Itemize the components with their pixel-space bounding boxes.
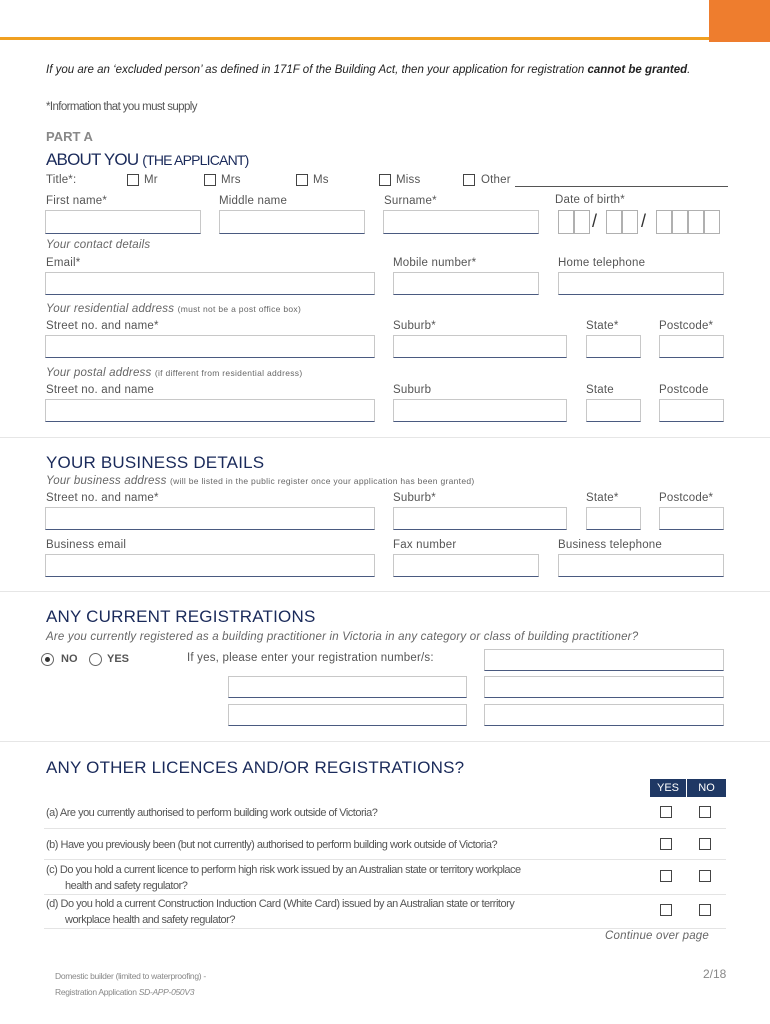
- licences-heading: ANY OTHER LICENCES AND/OR REGISTRATIONS?: [46, 758, 465, 777]
- bus-postcode-label: Postcode*: [659, 492, 714, 504]
- title-other-checkbox[interactable]: [463, 174, 475, 186]
- dob-day-2[interactable]: [574, 210, 590, 234]
- res-postcode-label: Postcode*: [659, 320, 714, 332]
- dob-year-4[interactable]: [704, 210, 720, 234]
- res-state-field[interactable]: [586, 335, 641, 358]
- notice-text: If you are an ‘excluded person’ as defined in 171F of the Building Act, then your application for registration: [46, 64, 588, 76]
- first-name-label: First name*: [46, 195, 107, 207]
- postal-suburb-label: Suburb: [393, 384, 432, 396]
- dob-year-1[interactable]: [656, 210, 672, 234]
- fax-label: Fax number: [393, 539, 457, 551]
- first-name-field[interactable]: [45, 210, 201, 234]
- dob-day-1[interactable]: [558, 210, 574, 234]
- heading-main: ABOUT YOU: [46, 150, 139, 169]
- notice-bold-text: cannot be granted: [587, 64, 688, 76]
- mobile-field[interactable]: [393, 272, 539, 295]
- reg-number-field-4[interactable]: [228, 704, 467, 726]
- postal-postcode-label: Postcode: [659, 384, 709, 396]
- bus-suburb-field[interactable]: [393, 507, 567, 530]
- postal-state-field[interactable]: [586, 399, 641, 422]
- reg-number-field-5[interactable]: [484, 704, 724, 726]
- res-street-label: Street no. and name*: [46, 320, 159, 332]
- yes-column-header: YES: [650, 779, 686, 797]
- residential-note: (must not be a post office box): [177, 304, 302, 314]
- required-note: *Information that you must supply: [46, 101, 197, 113]
- reg-number-field-3[interactable]: [484, 676, 724, 698]
- page-number: 2/18: [703, 967, 727, 981]
- licence-question-a: [46, 805, 377, 821]
- licence-question-b: [46, 837, 497, 853]
- registrations-heading: ANY CURRENT REGISTRATIONS: [46, 607, 316, 626]
- section-divider: [0, 741, 770, 742]
- dob-month-1[interactable]: [606, 210, 622, 234]
- question-c-text-line2: health and safety regulator?: [65, 880, 188, 892]
- question-d-yes-checkbox[interactable]: [660, 904, 672, 916]
- bus-postcode-field[interactable]: [659, 507, 724, 530]
- home-phone-label: Home telephone: [558, 257, 646, 269]
- about-you-heading: [46, 150, 249, 170]
- title-label: Title*:: [46, 174, 77, 186]
- title-ms-label: Ms: [313, 174, 329, 186]
- home-phone-field[interactable]: [558, 272, 724, 295]
- mobile-label: Mobile number*: [393, 257, 477, 269]
- middle-name-label: Middle name: [219, 195, 288, 207]
- row-divider: [44, 828, 726, 829]
- header-rule: [0, 37, 712, 40]
- footer-code-prefix: Registration Application: [55, 987, 139, 997]
- postal-street-label: Street no. and name: [46, 384, 155, 396]
- bus-state-label: State*: [586, 492, 619, 504]
- title-miss-checkbox[interactable]: [379, 174, 391, 186]
- heading-sub: (THE APPLICANT): [142, 152, 249, 168]
- registered-yes-radio[interactable]: [89, 653, 102, 666]
- no-column-header: NO: [687, 779, 726, 797]
- res-state-label: State*: [586, 320, 619, 332]
- email-field[interactable]: [45, 272, 375, 295]
- question-a-text: (a) Are you currently authorised to perform building work outside of Victoria?: [46, 807, 378, 819]
- business-address-note: (will be listed in the public register once your application has been granted): [169, 476, 475, 486]
- title-mr-checkbox[interactable]: [127, 174, 139, 186]
- registered-no-radio[interactable]: [41, 653, 54, 666]
- licence-question-d: [46, 896, 514, 928]
- continue-over-page: Continue over page: [605, 930, 709, 942]
- dob-label: Date of birth*: [555, 194, 625, 206]
- surname-field[interactable]: [383, 210, 539, 234]
- section-divider: [0, 437, 770, 438]
- title-mr-label: Mr: [144, 174, 158, 186]
- question-a-no-checkbox[interactable]: [699, 806, 711, 818]
- postal-address-heading: [46, 367, 302, 379]
- res-postcode-field[interactable]: [659, 335, 724, 358]
- title-ms-checkbox[interactable]: [296, 174, 308, 186]
- registered-yes-label: YES: [107, 653, 130, 665]
- bus-street-label: Street no. and name*: [46, 492, 159, 504]
- postal-street-field[interactable]: [45, 399, 375, 422]
- question-c-yes-checkbox[interactable]: [660, 870, 672, 882]
- postal-heading-text: Your postal address: [46, 367, 152, 379]
- question-c-text-line1: (c) Do you hold a current licence to perform high risk work issued by an Australian state or territory workplace: [46, 864, 521, 876]
- res-suburb-label: Suburb*: [393, 320, 436, 332]
- bus-phone-label: Business telephone: [558, 539, 662, 551]
- question-b-no-checkbox[interactable]: [699, 838, 711, 850]
- bus-email-label: Business email: [46, 539, 127, 551]
- res-suburb-field[interactable]: [393, 335, 567, 358]
- licence-question-c: [46, 862, 521, 894]
- title-other-input-line[interactable]: [515, 186, 728, 187]
- business-address-heading: [46, 475, 475, 487]
- registered-no-label: NO: [61, 653, 78, 665]
- dob-separator-2: /: [641, 211, 647, 231]
- dob-separator-1: /: [592, 211, 598, 231]
- bus-suburb-label: Suburb*: [393, 492, 436, 504]
- dob-month-2[interactable]: [622, 210, 638, 234]
- surname-label: Surname*: [384, 195, 437, 207]
- title-mrs-label: Mrs: [221, 174, 241, 186]
- question-b-yes-checkbox[interactable]: [660, 838, 672, 850]
- contact-details-heading: Your contact details: [46, 239, 151, 251]
- notice-end: .: [687, 64, 691, 76]
- dob-year-2[interactable]: [672, 210, 688, 234]
- postal-suburb-field[interactable]: [393, 399, 567, 422]
- section-divider: [0, 591, 770, 592]
- reg-number-label: If yes, please enter your registration number/s:: [187, 652, 434, 664]
- title-miss-label: Miss: [396, 174, 421, 186]
- residential-address-heading: [46, 303, 301, 315]
- reg-number-field-1[interactable]: [484, 649, 724, 671]
- email-label: Email*: [46, 257, 81, 269]
- dob-year-3[interactable]: [688, 210, 704, 234]
- bus-phone-field[interactable]: [558, 554, 724, 577]
- postal-note: (if different from residential address): [154, 368, 303, 378]
- business-address-text: Your business address: [46, 475, 167, 487]
- res-street-field[interactable]: [45, 335, 375, 358]
- footer-code: SD-APP-050V3: [138, 987, 195, 997]
- bus-street-field[interactable]: [45, 507, 375, 530]
- postal-state-label: State: [586, 384, 614, 396]
- title-mrs-checkbox[interactable]: [204, 174, 216, 186]
- fax-field[interactable]: [393, 554, 539, 577]
- row-divider: [44, 928, 726, 929]
- header-accent-block: [709, 0, 770, 42]
- question-c-no-checkbox[interactable]: [699, 870, 711, 882]
- excluded-person-notice: [46, 62, 736, 78]
- question-a-yes-checkbox[interactable]: [660, 806, 672, 818]
- part-label: PART A: [46, 129, 93, 144]
- registrations-question: Are you currently registered as a building practitioner in Victoria in any category or class of building practitioner?: [46, 631, 639, 643]
- row-divider: [44, 859, 726, 860]
- footer-doc-title: Domestic builder (limited to waterproofing) -: [55, 971, 206, 981]
- question-d-no-checkbox[interactable]: [699, 904, 711, 916]
- question-d-text-line1: (d) Do you hold a current Construction Induction Card (White Card) issued by an Australian state or territory: [46, 898, 515, 910]
- middle-name-field[interactable]: [219, 210, 365, 234]
- footer-doc-code: [55, 987, 194, 997]
- business-heading: YOUR BUSINESS DETAILS: [46, 453, 265, 472]
- row-divider: [44, 894, 726, 895]
- residential-heading-text: Your residential address: [46, 303, 175, 315]
- question-b-text: (b) Have you previously been (but not currently) authorised to perform building work outside of Victoria?: [46, 839, 498, 851]
- title-other-label: Other: [481, 174, 511, 186]
- question-d-text-line2: workplace health and safety regulator?: [65, 914, 235, 926]
- reg-number-field-2[interactable]: [228, 676, 467, 698]
- bus-email-field[interactable]: [45, 554, 375, 577]
- bus-state-field[interactable]: [586, 507, 641, 530]
- postal-postcode-field[interactable]: [659, 399, 724, 422]
